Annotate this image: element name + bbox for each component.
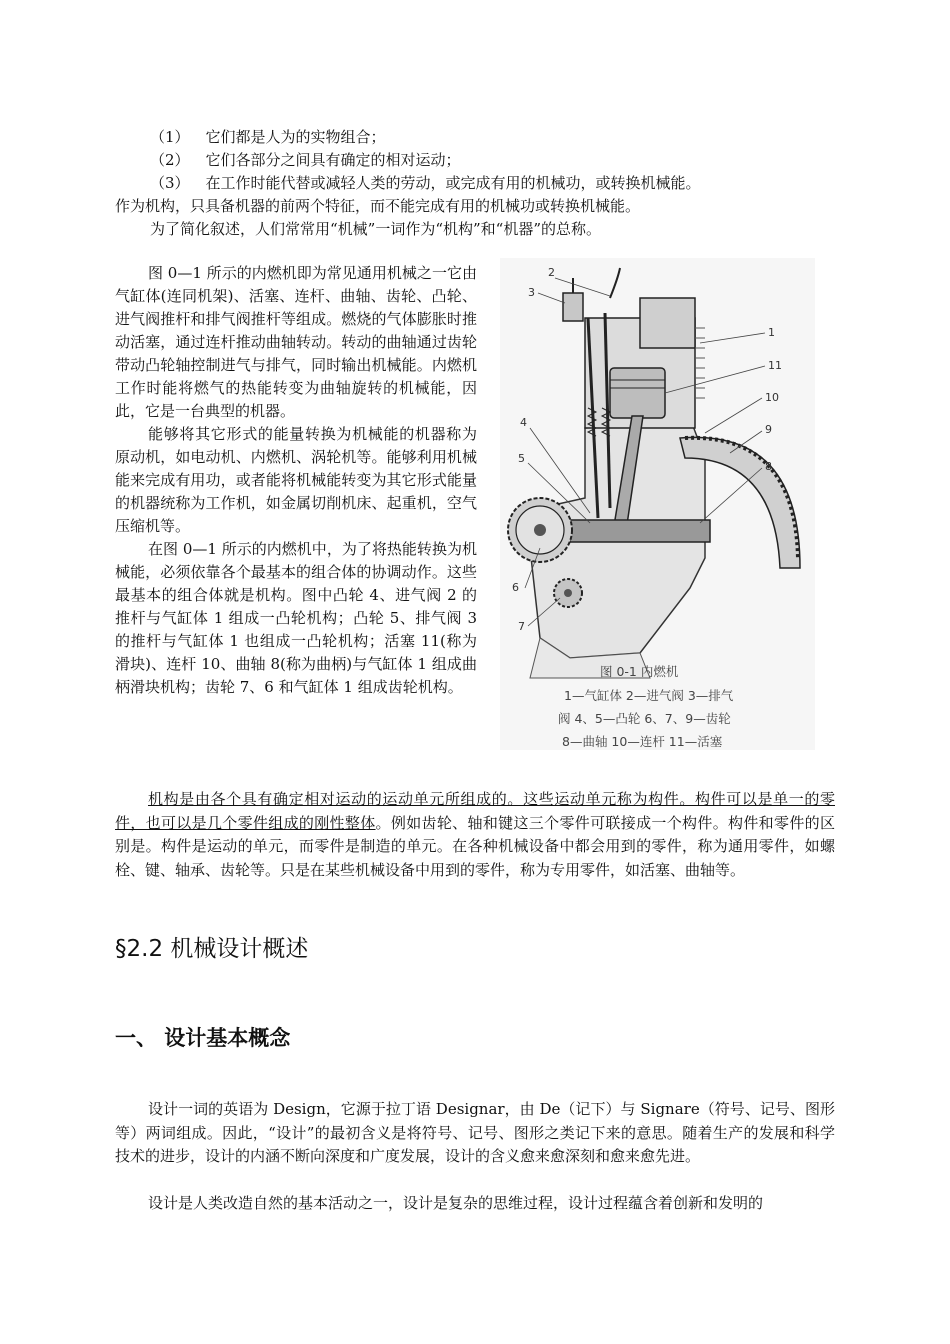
- list-number: （2）: [150, 151, 190, 169]
- engine-diagram: [500, 258, 815, 750]
- list-tail-line: 作为机构，只具备机器的前两个特征，而不能完成有用的机械功或转换机械能。: [115, 197, 641, 215]
- design-paragraph-1: [115, 1098, 835, 1169]
- list-number: （3）: [150, 174, 190, 192]
- figure-legend-line-2: 阀 4、5—凸轮 6、7、9—齿轮: [558, 711, 731, 726]
- design-paragraph-2: [115, 1192, 835, 1216]
- figure-label-3: 3: [528, 286, 535, 299]
- component-paragraph: [115, 788, 835, 882]
- section-title: §2.2 机械设计概述: [115, 936, 309, 962]
- list-number: （1）: [150, 128, 190, 146]
- engine-paragraph-2: 能够将其它形式的能量转换为机械能的机器称为原动机，如电动机、内燃机、涡轮机等。能够利用机械能来完成有用功，或者能将机械能转变为其它形式能量的机器统称为工作机，如金属切削机床、起重机，空气压缩机等。: [115, 425, 477, 535]
- design-paragraph-2-text: 设计是人类改造自然的基本活动之一，设计是复杂的思维过程，设计过程蕴含着创新和发明的: [148, 1194, 764, 1212]
- engine-figure: [500, 258, 815, 750]
- list-item-3: [150, 172, 701, 195]
- list-item-1: [150, 126, 386, 149]
- figure-label-2: 2: [548, 266, 555, 279]
- figure-label-5: 5: [518, 452, 525, 465]
- figure-legend-line-1: 1—气缸体 2—进气阀 3—排气: [564, 688, 734, 703]
- engine-description-column: [115, 262, 477, 699]
- list-text: 它们各部分之间具有确定的相对运动；: [205, 151, 461, 169]
- figure-label-9: 9: [765, 423, 772, 436]
- figure-label-1: 1: [768, 326, 775, 339]
- figure-label-6: 6: [512, 581, 519, 594]
- figure-label-8: 8: [765, 460, 772, 473]
- figure-caption-title: 图 0-1 内燃机: [600, 664, 679, 679]
- figure-label-4: 4: [520, 416, 527, 429]
- figure-label-7: 7: [518, 620, 525, 633]
- figure-label-10: 10: [765, 391, 779, 404]
- list-text: 在工作时能代替或减轻人类的劳动，或完成有用的机械功，或转换机械能。: [205, 174, 701, 192]
- component-paragraph-rest: 。例如齿轮、轴和键这三个零件可联接成一个构件。构件和零件的区别是。构件是运动的单元，而零件是制造的单元。在各种机械设备中都会用到的零件，称为通用零件，如螺栓、键、轴承、齿轮等。只是在某些机械设备中用到的零件，称为专用零件，如活塞、曲轴等。: [115, 813, 835, 879]
- figure-legend-line-3: 8—曲轴 10—连杆 11—活塞: [562, 734, 723, 749]
- component-definition-underlined: 机构是由各个具有确定相对运动的运动单元所组成的。这些运动单元称为构件。构件可以是单一的零件，也可以是几个零件组成的刚性整体: [115, 790, 835, 832]
- list-text: 它们都是人为的实物组合；: [205, 128, 386, 146]
- design-paragraph-1-text: 设计一词的英语为 Design，它源于拉丁语 Designar，由 De（记下）与 Signare（符号、记号、图形等）两词组成。因此，“设计”的最初含义是将符号、记号、图形之类记下来的意思。随着生产的发展和科学技术的进步，设计的内涵不断向深度和广度发展，设计的含义愈来愈深刻和愈来愈先进。: [115, 1100, 835, 1166]
- figure-label-11: 11: [768, 359, 782, 372]
- engine-paragraph-3: 在图 0—1 所示的内燃机中，为了将热能转换为机械能，必须依靠各个最基本的组合体的协调动作。这些最基本的组合体就是机构。图中凸轮 4、进气阀 2 的推杆与气缸体 1 组成一凸轮机构；凸轮 5、排气阀 3 的推杆与气缸体 1 也组成一凸轮机构；活塞 11(称为滑块)、连杆 10、曲轴 8(称为曲柄)与气缸体 1 组成曲柄滑块机构；齿轮 7、6 和气缸体 1 组成齿轮机构。: [115, 540, 477, 696]
- engine-paragraph-1: 图 0—1 所示的内燃机即为常见通用机械之一它由气缸体(连同机架)、活塞、连杆、曲轴、齿轮、凸轮、进气阀推杆和排气阀推杆等组成。燃烧的气体膨胀时推动活塞，通过连杆推动曲轴转动。转动的曲轴通过齿轮带动凸轮轴控制进气与排气，同时输出机械能。内燃机工作时能将燃气的热能转变为曲轴旋转的机械能，因此，它是一台典型的机器。: [115, 264, 477, 420]
- list-item-2: [150, 149, 461, 172]
- subsection-title: 一、 设计基本概念: [115, 1026, 291, 1050]
- simplify-line: 为了简化叙述，人们常常用“机械”一词作为“机构”和“机器”的总称。: [150, 220, 602, 238]
